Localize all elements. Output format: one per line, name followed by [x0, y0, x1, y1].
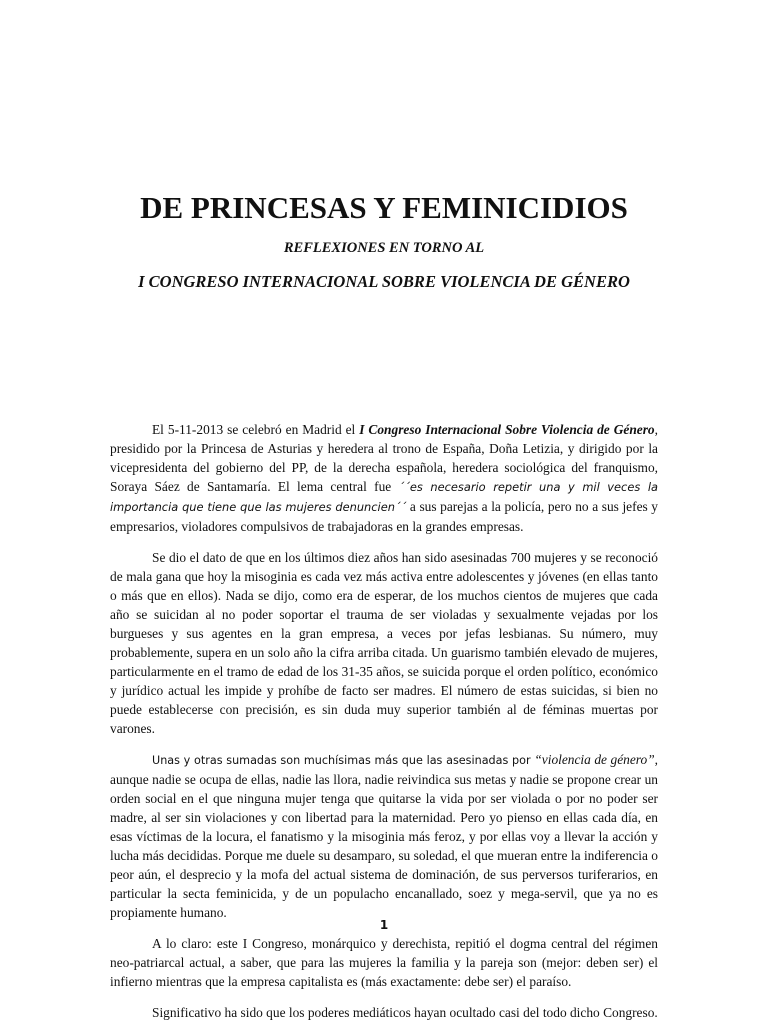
paragraph-4: A lo claro: este I Congreso, monárquico y derechista, repitió el dogma central del régimen neo-patriarcal actual, a saber, que para las mujeres la familia y la pareja son (mejor: deben ser) el infierno mientras que la empresa capitalista es (más exactamente: debe ser) el paraíso. — [110, 936, 658, 989]
paragraph-1 — [110, 420, 658, 536]
page-number: 1 — [379, 918, 389, 932]
document-body — [110, 420, 658, 1034]
gender-violence-quote: “violencia de género” — [534, 752, 655, 767]
paragraph-5: Significativo ha sido que los poderes mediáticos hayan ocultado casi del todo dicho Congreso. — [152, 1005, 658, 1020]
p3-text-a: Unas y otras sumadas son muchísimas más que las asesinadas por — [152, 754, 535, 767]
paragraph-2: Se dio el dato de que en los últimos diez años han sido asesinadas 700 mujeres y se reconoció de mala gana que hoy la misoginia es cada vez más activa entre adolescentes y jóvenes (en ellas tanto o más que en ellos). Nada se dijo, como era de esperar, de los muchos cientos de mujeres que cada año se suicidan al no poder soportar el trauma de ser violadas y sexualmente vejadas por los burgueses y sus agentes en la gran empresa, a veces por jefas lesbianas. Su número, muy probablemente, supera en un solo año la cifra arriba citada. Un guarismo también elevado de mujeres, particularmente en el tramo de edad de los 31-35 años, se suicida porque el orden político, económico y jurídico actual les impide y prohíbe de facto ser madres. El número de estas suicidas, si bien no puede establecerse con precisión, es sin duda muy superior también al de féminas muertas por varones. — [110, 550, 658, 736]
p1-text-e: a sus parejas a la policía, pero no a sus jefes y empresarios, violadores compulsivos de trabajadoras en la grandes empresas. — [110, 499, 659, 534]
p1-text-c: , presidido por la Princesa de Asturias y heredera al trono de España, Doña Letizia, y dirigido por la vicepresidenta del gobierno del PP, de la derecha española, heredera sociológica del franquismo, Soraya Sáez de Santamaría. El lema central fue — [110, 422, 658, 494]
slogan-quote: ´´es necesario repetir una y mil veces la importancia que tiene que las mujeres denuncien´´ — [110, 480, 658, 514]
document-subtitle: REFLEXIONES EN TORNO AL — [283, 240, 485, 256]
congress-name: I Congreso Internacional Sobre Violencia de Género — [359, 422, 655, 437]
p3-text-c: , aunque nadie se ocupa de ellas, nadie las llora, nadie reivindica sus metas y nadie se propone crear un orden social en el que ninguna mujer tenga que quitarse la vida por ser violada o por no poder ser madre, al ser sin violaciones y con libertad para la maternidad. Pero yo pienso en ellas cada día, en esas víctimas de la locura, el fanatismo y la misoginia más feroz, y por ellas voy a llevar la acción y lucha más decididas. Porque me duele su desamparo, su soledad, el que mueran entre la indiferencia o peor aún, el desprecio y la mofa del actual sistema de dominación, de sus perversos turiferarios, en particular la secta feminicida, y de un populacho encanallado, soez y mega-servil, que ya no es propiamente humano. — [110, 752, 659, 920]
document-title: DE PRINCESAS Y FEMINICIDIOS — [140, 190, 628, 225]
p1-text-a: El 5-11-2013 se celebró en Madrid el — [152, 422, 360, 437]
document-subtitle-2: I CONGRESO INTERNACIONAL SOBRE VIOLENCIA DE GÉNERO — [138, 272, 630, 291]
paragraph-3 — [110, 750, 658, 922]
